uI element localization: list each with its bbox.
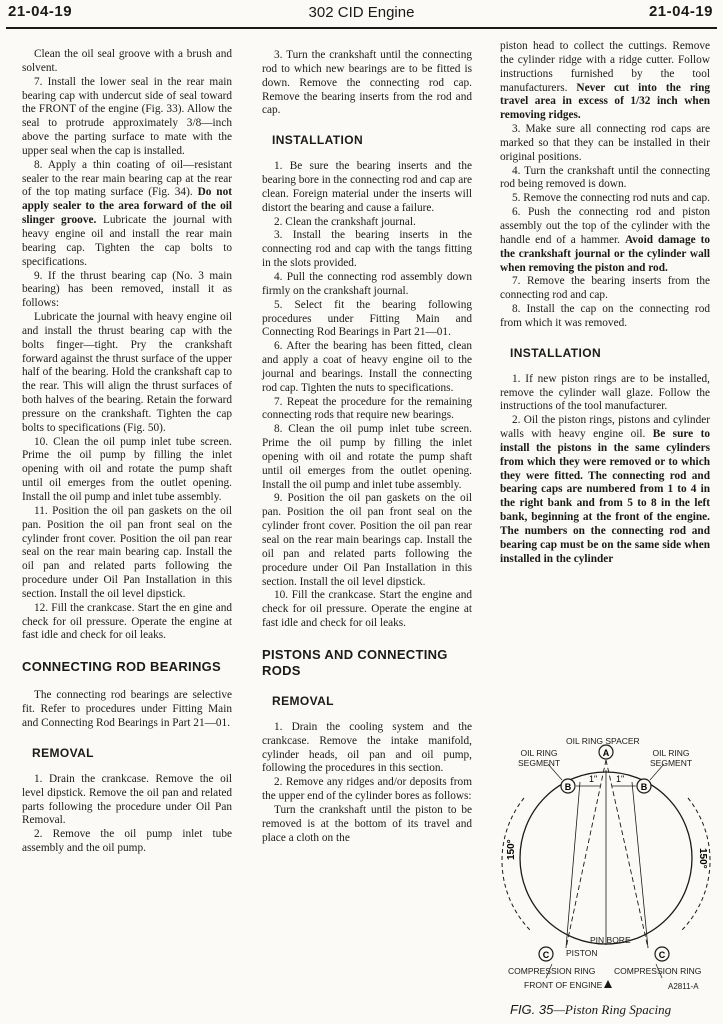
paragraph: 8. Install the cap on the connecting rod from which it was removed. bbox=[500, 303, 710, 329]
paragraph: 11. Position the oil pan gaskets on the oil pan. Position the oil pan front seal on the cylinder front cover. Position the oil pan rear seal on the rear main bearing cap. Install the oil pan and related parts following the procedure under Oil Pan Installation in this section. Install the oil level dipstick. bbox=[22, 504, 232, 600]
caution-text: Do not apply sealer to the area forward of the oil slinger groove. bbox=[22, 186, 232, 227]
subsection-heading: REMOVAL bbox=[272, 693, 334, 708]
paragraph: 7. Remove the bearing inserts from the connecting rod and cap. bbox=[500, 275, 710, 302]
section-heading: CONNECTING ROD BEARINGS bbox=[22, 659, 222, 675]
paragraph: The connecting rod bearings are selective fit. Refer to procedures under Fitting Main and Connecting Rod Bearings in Part 21—01. bbox=[22, 689, 232, 729]
paragraph: 2. Oil the piston rings, pistons and cylinder walls with heavy engine oil. Be sure to install the pistons in the same cylinders from which they were removed or to which they were fitted. The connecting rod and bearing caps are numbered from 1 to 4 in the right bank and from 5 to 8 in the left bank, beginning at the front of the engine. The numbers on the connecting rod and bearing cap must be on the same side when installed in the cylinder bbox=[500, 414, 710, 565]
paragraph: 8. Clean the oil pump inlet tube screen. Prime the oil pump by filling the inlet opening with oil and rotate the pump shaft until oil emerges from the outlet opening. Install the oil pump and inlet tube assembly. bbox=[262, 423, 472, 491]
svg-text:150°: 150° bbox=[697, 848, 708, 869]
caution-text: Never cut into the ring travel area in excess of 1/32 inch when removing ridges. bbox=[500, 81, 710, 122]
paragraph: 10. Fill the crankcase. Start the engine and check for oil pressure. Operate the engine at fast idle and check for oil leaks. bbox=[262, 589, 472, 630]
subsection-heading: REMOVAL bbox=[32, 745, 94, 760]
svg-text:1": 1" bbox=[616, 774, 625, 784]
arc-left bbox=[502, 798, 530, 930]
paragraph: 2. Remove any ridges and/or deposits from the upper end of the cylinder bores as follows: bbox=[262, 776, 472, 803]
paragraph: 3. Turn the crankshaft until the connecting rod to which new bearings are to be fitted is down. Remove the connecting rod cap. Remove the bearing inserts from the rod and cap. bbox=[262, 49, 472, 117]
paragraph: 2. Remove the oil pump inlet tube assembly and the oil pump. bbox=[22, 828, 232, 855]
label-compression-ring-right: COMPRESSION RING bbox=[614, 966, 702, 976]
text-column-2 bbox=[262, 49, 472, 846]
paragraph: 9. If the thrust bearing cap (No. 3 main bearing) has been removed, install it as follows: bbox=[22, 269, 232, 310]
paragraph: 12. Fill the crankcase. Start the en gine and check for oil pressure. Operate the engine at fast idle and check for oil leaks. bbox=[22, 601, 232, 642]
subsection-heading: INSTALLATION bbox=[272, 133, 364, 148]
paragraph: Clean the oil seal groove with a brush and solvent. bbox=[22, 48, 232, 74]
front-arrow-icon bbox=[604, 980, 612, 988]
paragraph: piston head to collect the cuttings. Remove the cylinder ridge with a ridge cutter. Follow instructions furnished by the tool manufacturers. Never cut into the ring travel area in excess of 1/32 inch when removing ridges. bbox=[500, 40, 710, 122]
header-rule bbox=[6, 27, 717, 29]
label-oil-ring-segment-left: OIL RING SEGMENT bbox=[518, 748, 561, 768]
text-column-3 bbox=[500, 40, 710, 567]
paragraph: 6. Push the connecting rod and piston assembly out the top of the cylinder with the handle end of a hammer. Avoid damage to the crankshaft journal or the cylinder wall when removing the piston and rod. bbox=[500, 206, 711, 274]
paragraph: 4. Turn the crankshaft until the connecting rod being removed is down. bbox=[500, 164, 710, 191]
svg-text:B: B bbox=[564, 782, 572, 792]
paragraph: 1. Drain the crankcase. Remove the oil level dipstick. Remove the oil pan and related parts following the procedure under Oil Pan Removal. bbox=[22, 772, 232, 827]
svg-text:C: C bbox=[542, 950, 550, 960]
label-compression-ring-left: COMPRESSION RING bbox=[508, 966, 596, 976]
paragraph: 1. If new piston rings are to be installed, remove the cylinder wall glaze. Follow the instructions of the tool manufacturer. bbox=[500, 372, 710, 413]
paragraph: 7. Install the lower seal in the rear main bearing cap with undercut side of seal toward the FRONT of the engine (Fig. 33). Allow the seal to protrude approximately 3/8—inch above the parting surface to mate with the upper seal when the cap is installed. bbox=[22, 75, 232, 157]
label-pin-bore: PIN BORE bbox=[590, 935, 631, 945]
paragraph: Turn the crankshaft until the piston to be removed is at the bottom of its travel and place a cloth on the bbox=[262, 803, 472, 844]
paragraph: 7. Repeat the procedure for the remaining connecting rods that require new bearings. bbox=[262, 395, 472, 422]
label-piston: PISTON bbox=[566, 948, 598, 958]
page-header bbox=[0, 0, 723, 26]
paragraph: 2. Clean the crankshaft journal. bbox=[274, 215, 416, 228]
paragraph: 8. Apply a thin coating of oil—resistant sealer to the rear main bearing cap at the rear of the top mating surface (Fig. 34). Do not apply sealer to the area forward of the oil slinger groove. Lubricate the journal with heavy engine oil and install the rear main bearing cap. Tighten the cap bolts to specifications. bbox=[22, 158, 232, 268]
gap-line bbox=[566, 782, 580, 948]
paragraph: 9. Position the oil pan gaskets on the oil pan. Position the oil pan front seal on the cylinder front cover. Position the oil pan rear seal on the rear main bearings cap. Install the oil pan and related parts following the procedure under Oil Pan Installation in this section. Install the oil level dipstick. bbox=[262, 492, 472, 588]
section-heading: PISTONS AND CONNECTING RODS bbox=[262, 646, 448, 678]
page-title: 302 CID Engine bbox=[308, 4, 415, 21]
paragraph: 4. Pull the connecting rod assembly down firmly on the crankshaft journal. bbox=[262, 270, 472, 297]
svg-text:A: A bbox=[602, 748, 610, 758]
gap-line bbox=[632, 782, 648, 948]
ring-gap-diagram bbox=[500, 730, 718, 1000]
paragraph: 1. Drain the cooling system and the crankcase. Remove the intake manifold, cylinder heads, oil pan and oil pump, following the procedures in this section. bbox=[262, 720, 472, 775]
svg-text:1": 1" bbox=[589, 774, 598, 784]
svg-text:C: C bbox=[658, 950, 666, 960]
paragraph: 3. Install the bearing inserts in the connecting rod and cap with the tangs fitting in the slots provided. bbox=[262, 229, 472, 270]
svg-text:B: B bbox=[640, 782, 648, 792]
label-oil-ring-spacer: OIL RING SPACER bbox=[566, 736, 640, 746]
label-oil-ring-segment-right: OIL RING SEGMENT bbox=[650, 748, 693, 768]
page-number-left: 21-04-19 bbox=[8, 3, 73, 20]
paragraph: 3. Make sure all connecting rod caps are marked so that they can be installed in their original positions. bbox=[500, 123, 710, 163]
paragraph: 10. Clean the oil pump inlet tube screen. Prime the oil pump by filling the inlet opening with oil and rotate the pump shaft until oil emerges from the outlet opening. Install the oil pump and inlet tube assembly. bbox=[22, 435, 232, 503]
label-front-of-engine: FRONT OF ENGINE bbox=[524, 980, 603, 990]
paragraph: 5. Remove the connecting rod nuts and cap. bbox=[512, 192, 710, 205]
caution-text: Be sure to install the pistons in the same cylinders from which they were removed or to which they were fitted. The connecting rod and bearing caps are numbered from 1 to 4 in the right bank and from 5 to 8 in the left bank, beginning at the front of the engine. The numbers on the connecting rod and bearing cap must be on the same side when installed in the cylinder bbox=[500, 428, 710, 565]
subsection-heading: INSTALLATION bbox=[510, 345, 602, 360]
piston-ring-spacing-figure bbox=[500, 730, 718, 1020]
text-column-1 bbox=[22, 48, 232, 856]
paragraph: 5. Select fit the bearing following procedures under Fitting Main and Connecting Rod Bearings in Part 21—01. bbox=[262, 298, 472, 339]
paragraph: 6. After the bearing has been fitted, clean and apply a coat of heavy engine oil to the journal and bearings. Install the connecting rod cap. Tighten the nuts to specifications. bbox=[262, 340, 472, 394]
paragraph: 1. Be sure the bearing inserts and the bearing bore in the connecting rod and cap are clean. Foreign material under the inserts will distort the bearing and cause a failure. bbox=[262, 160, 472, 214]
svg-text:150°: 150° bbox=[506, 839, 517, 860]
figure-caption: FIG. 35—Piston Ring Spacing bbox=[510, 1002, 672, 1017]
label-figure-code: A2811-A bbox=[668, 982, 699, 991]
paragraph: Lubricate the journal with heavy engine oil and install the thrust bearing cap with the bolts finger—tight. Pry the crankshaft forward against the thrust surface of the upper half of the bearing. Hold the crankshaft cap to the rear. This will align the thrust surfaces of both halves of the bearing. Retain the forward pressure on the crankshaft. Tighten the cap bolts to specifications (Fig. 50). bbox=[22, 311, 232, 434]
page-number-right: 21-04-19 bbox=[648, 3, 713, 20]
caution-text: Avoid damage to the crankshaft journal or the cylinder wall when removing the piston and rod. bbox=[500, 233, 711, 274]
